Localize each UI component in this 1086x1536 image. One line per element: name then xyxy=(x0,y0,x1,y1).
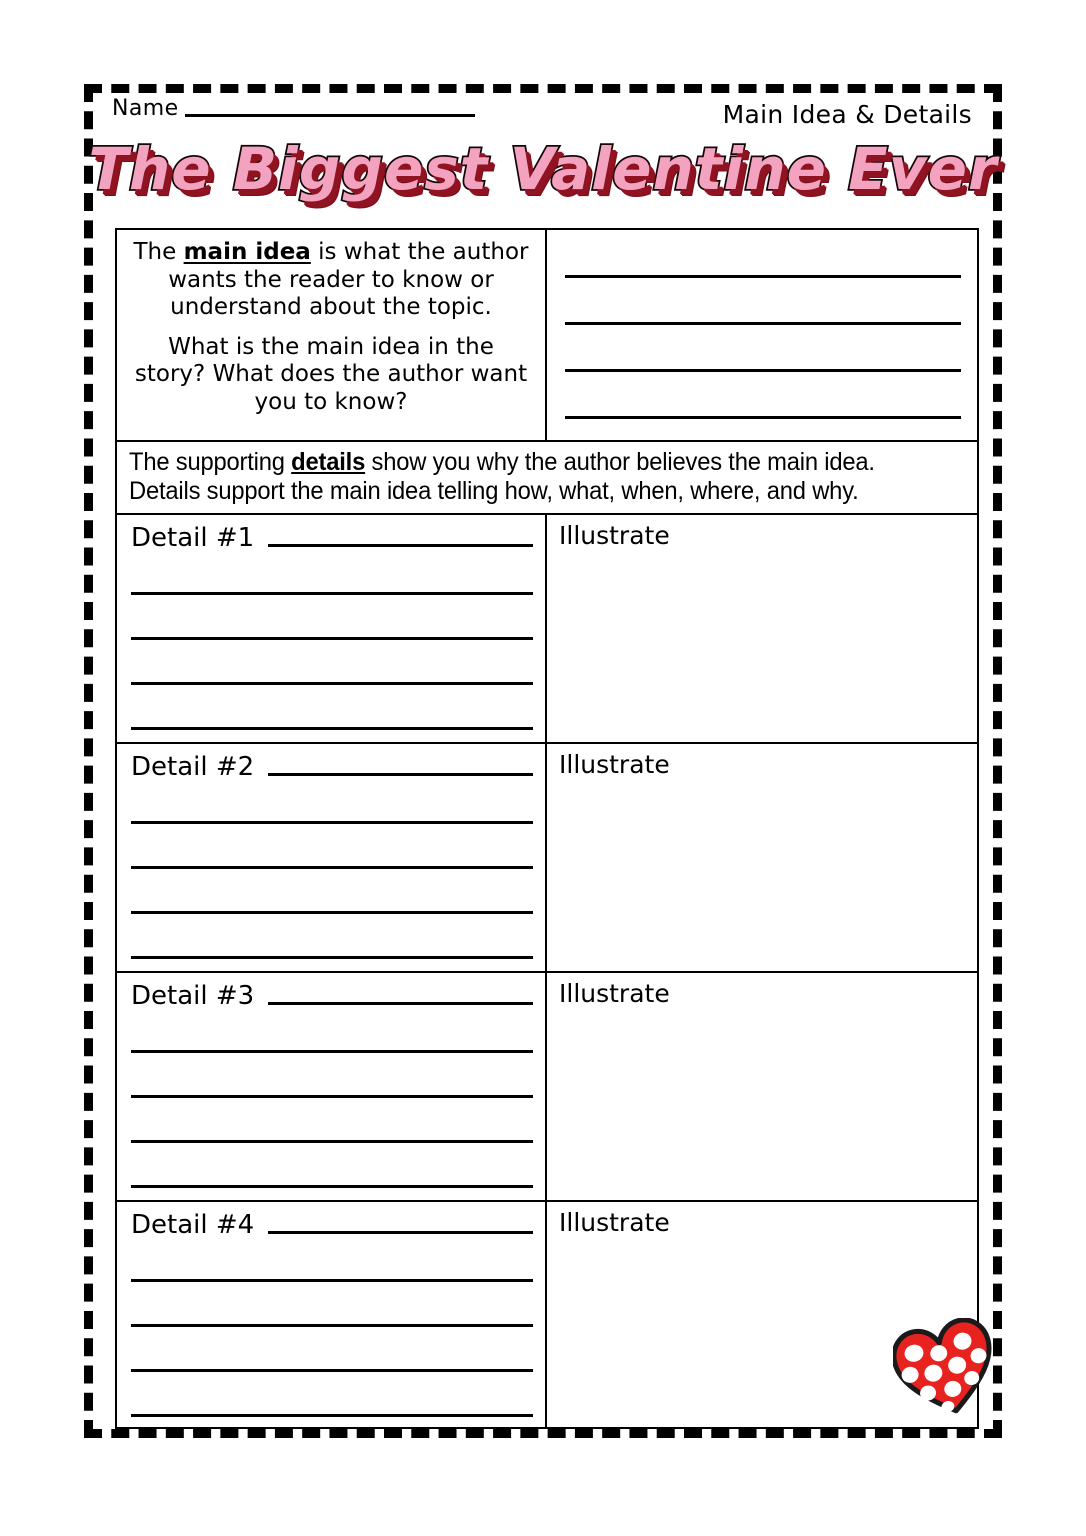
writing-line[interactable] xyxy=(131,1050,533,1053)
writing-line[interactable] xyxy=(565,275,961,278)
mi-def-after: is what the author wants the reader to know or understand about the topic. xyxy=(168,239,529,321)
writing-line[interactable] xyxy=(131,637,533,640)
writing-line[interactable] xyxy=(565,369,961,372)
detail-text-cell[interactable] xyxy=(117,744,547,971)
detail-writing-lines[interactable] xyxy=(131,973,533,1200)
detail-writing-lines[interactable] xyxy=(131,744,533,971)
illustrate-label: Illustrate xyxy=(559,521,670,550)
writing-line[interactable] xyxy=(131,1369,533,1372)
main-idea-definition xyxy=(131,239,531,322)
detail-row xyxy=(115,1200,979,1429)
name-field[interactable] xyxy=(112,98,475,120)
main-idea-answer-lines[interactable] xyxy=(565,230,961,440)
title-banner xyxy=(0,135,1086,203)
detail-illustrate-cell[interactable] xyxy=(547,973,977,1200)
banner-text-before: The supporting xyxy=(129,448,292,476)
details-banner-line-1 xyxy=(129,448,925,477)
main-idea-answer-cell[interactable] xyxy=(547,230,977,440)
subject-label: Main Idea & Details xyxy=(722,100,972,129)
detail-label: Detail #4 xyxy=(131,1210,255,1240)
main-idea-prompt-text xyxy=(117,230,545,417)
detail-illustrate-cell[interactable] xyxy=(547,1202,977,1427)
detail-text-cell[interactable] xyxy=(117,1202,547,1427)
detail-writing-lines[interactable] xyxy=(131,515,533,742)
details-instruction-banner xyxy=(115,440,979,513)
detail-writing-lines[interactable] xyxy=(131,1202,533,1427)
detail-row xyxy=(115,971,979,1200)
illustrate-label: Illustrate xyxy=(559,750,670,779)
writing-line[interactable] xyxy=(131,1095,533,1098)
writing-line[interactable] xyxy=(131,911,533,914)
detail-illustrate-cell[interactable] xyxy=(547,744,977,971)
name-input-rule[interactable] xyxy=(185,113,475,117)
writing-line[interactable] xyxy=(131,727,533,730)
banner-text-bold: details xyxy=(291,448,366,476)
name-label: Name xyxy=(112,96,179,121)
writing-line[interactable] xyxy=(565,416,961,419)
writing-line[interactable] xyxy=(565,322,961,325)
detail-label: Detail #2 xyxy=(131,752,255,782)
illustrate-label: Illustrate xyxy=(559,1208,670,1237)
writing-line[interactable] xyxy=(131,1324,533,1327)
writing-line[interactable] xyxy=(131,866,533,869)
detail-label: Detail #3 xyxy=(131,981,255,1011)
detail-illustrate-cell[interactable] xyxy=(547,515,977,742)
detail-row xyxy=(115,742,979,971)
writing-line[interactable] xyxy=(131,1140,533,1143)
banner-text-after: show you why the author believes the main idea. xyxy=(365,448,875,476)
main-idea-question: What is the main idea in the story? What does the author want you to know? xyxy=(134,333,528,415)
page-title: The Biggest Valentine Ever xyxy=(88,135,998,203)
detail-text-cell[interactable] xyxy=(117,973,547,1200)
worksheet-table xyxy=(115,228,979,1429)
main-idea-row xyxy=(115,228,979,440)
mi-def-bold: main idea xyxy=(183,239,311,265)
detail-row xyxy=(115,513,979,742)
details-banner-line-2: Details support the main idea telling how, what, when, where, and why. xyxy=(129,477,859,505)
main-idea-prompt-cell xyxy=(117,230,547,440)
writing-line[interactable] xyxy=(131,682,533,685)
writing-line[interactable] xyxy=(131,1279,533,1282)
writing-line[interactable] xyxy=(131,821,533,824)
writing-line[interactable] xyxy=(131,956,533,959)
writing-line[interactable] xyxy=(131,1185,533,1188)
worksheet-header xyxy=(112,98,972,138)
writing-line[interactable] xyxy=(131,1414,533,1417)
detail-text-cell[interactable] xyxy=(117,515,547,742)
writing-line[interactable] xyxy=(131,592,533,595)
illustrate-label: Illustrate xyxy=(559,979,670,1008)
detail-label: Detail #1 xyxy=(131,523,255,553)
mi-def-before: The xyxy=(133,239,184,265)
